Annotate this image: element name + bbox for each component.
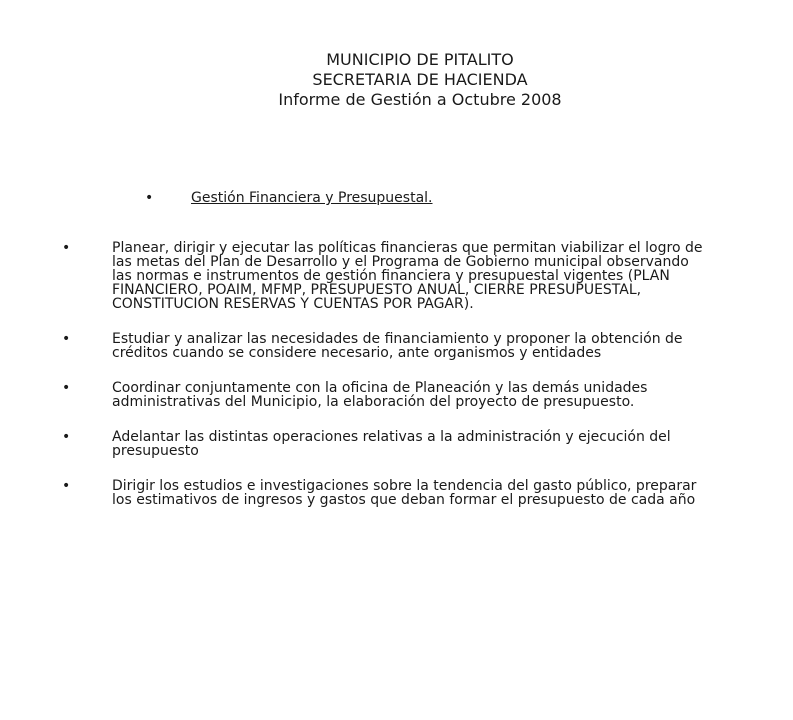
bullet-icon: • — [62, 380, 71, 396]
list-item — [62, 479, 762, 507]
responsibilities-list — [62, 241, 762, 528]
list-item — [62, 381, 762, 409]
bullet-icon: • — [62, 240, 71, 256]
list-item-line: Coordinar conjuntamente con la oficina de Planeación y las demás unidades — [112, 380, 648, 396]
list-item-line: las normas e instrumentos de gestión financiera y presupuestal vigentes (PLAN — [112, 268, 670, 284]
bullet-icon: • — [62, 478, 71, 494]
list-item-line: Dirigir los estudios e investigaciones sobre la tendencia del gasto público, preparar — [112, 478, 697, 494]
section-title: Gestión Financiera y Presupuestal. — [191, 190, 433, 206]
list-item-line: las metas del Plan de Desarrollo y el Programa de Gobierno municipal observando — [112, 254, 689, 270]
list-item-line: Estudiar y analizar las necesidades de financiamiento y proponer la obtención de — [112, 331, 683, 347]
bullet-icon: • — [62, 429, 71, 445]
list-item-line: CONSTITUCION RESERVAS Y CUENTAS POR PAGAR). — [112, 296, 474, 312]
list-item-line: presupuesto — [112, 443, 199, 459]
list-item — [62, 332, 762, 360]
bullet-icon: • — [145, 190, 154, 206]
list-item-line: créditos cuando se considere necesario, ante organismos y entidades — [112, 345, 602, 361]
bullet-icon: • — [62, 331, 71, 347]
header-department: SECRETARIA DE HACIENDA — [312, 70, 528, 89]
list-item-line: los estimativos de ingresos y gastos que deban formar el presupuesto de cada año — [112, 492, 696, 508]
header-report-title: Informe de Gestión a Octubre 2008 — [278, 90, 562, 109]
section-heading — [145, 189, 433, 207]
list-item-line: administrativas del Municipio, la elaboración del proyecto de presupuesto. — [112, 394, 635, 410]
document-header — [0, 50, 793, 110]
header-municipality: MUNICIPIO DE PITALITO — [326, 50, 514, 69]
list-item-line: FINANCIERO, POAIM, MFMP, PRESUPUESTO ANUAL, CIERRE PRESUPUESTAL, — [112, 282, 642, 298]
list-item — [62, 430, 762, 458]
list-item — [62, 241, 762, 311]
list-item-line: Adelantar las distintas operaciones relativas a la administración y ejecución del — [112, 429, 671, 445]
list-item-line: Planear, dirigir y ejecutar las políticas financieras que permitan viabilizar el logro de — [112, 240, 703, 256]
